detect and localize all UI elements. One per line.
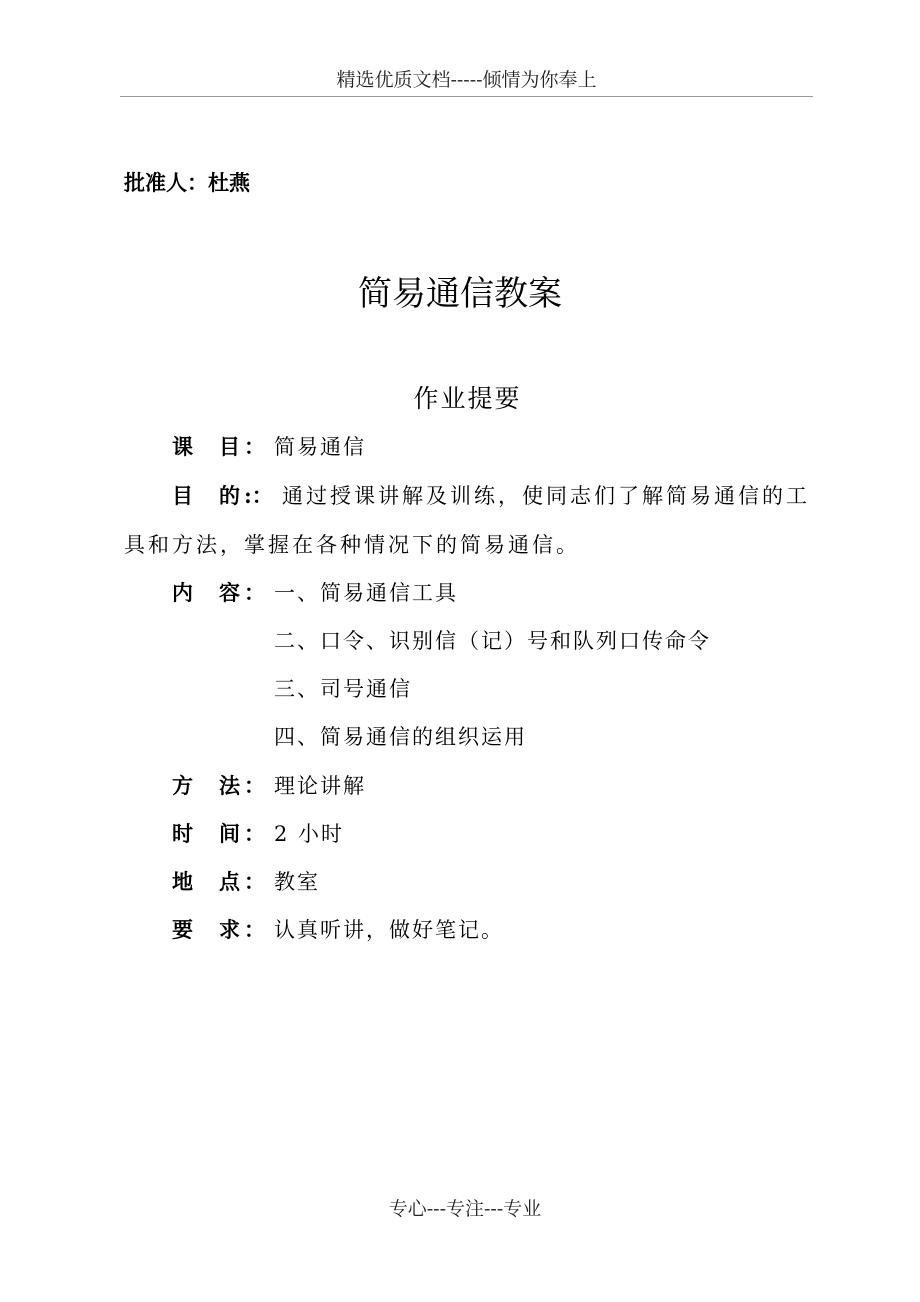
- field-requirement-value: 认真听讲，做好笔记。: [274, 918, 504, 942]
- header-rule: [120, 96, 813, 97]
- field-location-colon: ：: [244, 869, 265, 894]
- field-method-label: 方 法: [172, 773, 240, 798]
- field-subject-label: 课 目: [172, 434, 240, 459]
- field-purpose-value: 通过授课讲解及训练，使同志们了解简易通信的工: [282, 484, 810, 508]
- field-time-colon: ：: [244, 821, 265, 846]
- field-purpose-colon: :：: [244, 483, 273, 508]
- content-item-4: 四、简易通信的组织运用: [274, 725, 527, 749]
- field-purpose-label: 目 的: [172, 483, 240, 508]
- approver-label: 批准人：: [124, 170, 208, 195]
- field-content-colon: ：: [244, 580, 265, 605]
- field-time-label: 时 间: [172, 821, 240, 846]
- field-method-value: 理论讲解: [274, 774, 366, 798]
- approver-line: [124, 167, 250, 199]
- page-footer: 专心---专注---专业: [388, 1198, 542, 1220]
- page-header: 精选优质文档-----倾情为你奉上: [336, 69, 597, 91]
- content-item-2: 二、口令、识别信（记）号和队列口传命令: [274, 629, 711, 653]
- field-location-label: 地 点: [172, 869, 240, 894]
- section-title: 作业提要: [413, 384, 522, 413]
- field-time-value: 2 小时: [274, 822, 345, 846]
- field-location-value: 教室: [274, 870, 320, 894]
- field-method-colon: ：: [244, 773, 265, 798]
- document-title: 简易通信教案: [358, 274, 562, 314]
- field-requirement-colon: ：: [244, 917, 265, 942]
- field-content-label: 内 容: [172, 580, 240, 605]
- field-subject-value: 简易通信: [274, 435, 366, 459]
- content-item-3: 三、司号通信: [274, 677, 412, 701]
- content-item-1: 一、简易通信工具: [274, 581, 458, 605]
- field-requirement-label: 要 求: [172, 917, 240, 942]
- field-subject-colon: ：: [244, 434, 265, 459]
- approver-name: 杜燕: [208, 170, 250, 195]
- field-purpose-continuation: 具和方法，掌握在各种情况下的简易通信。: [124, 533, 580, 557]
